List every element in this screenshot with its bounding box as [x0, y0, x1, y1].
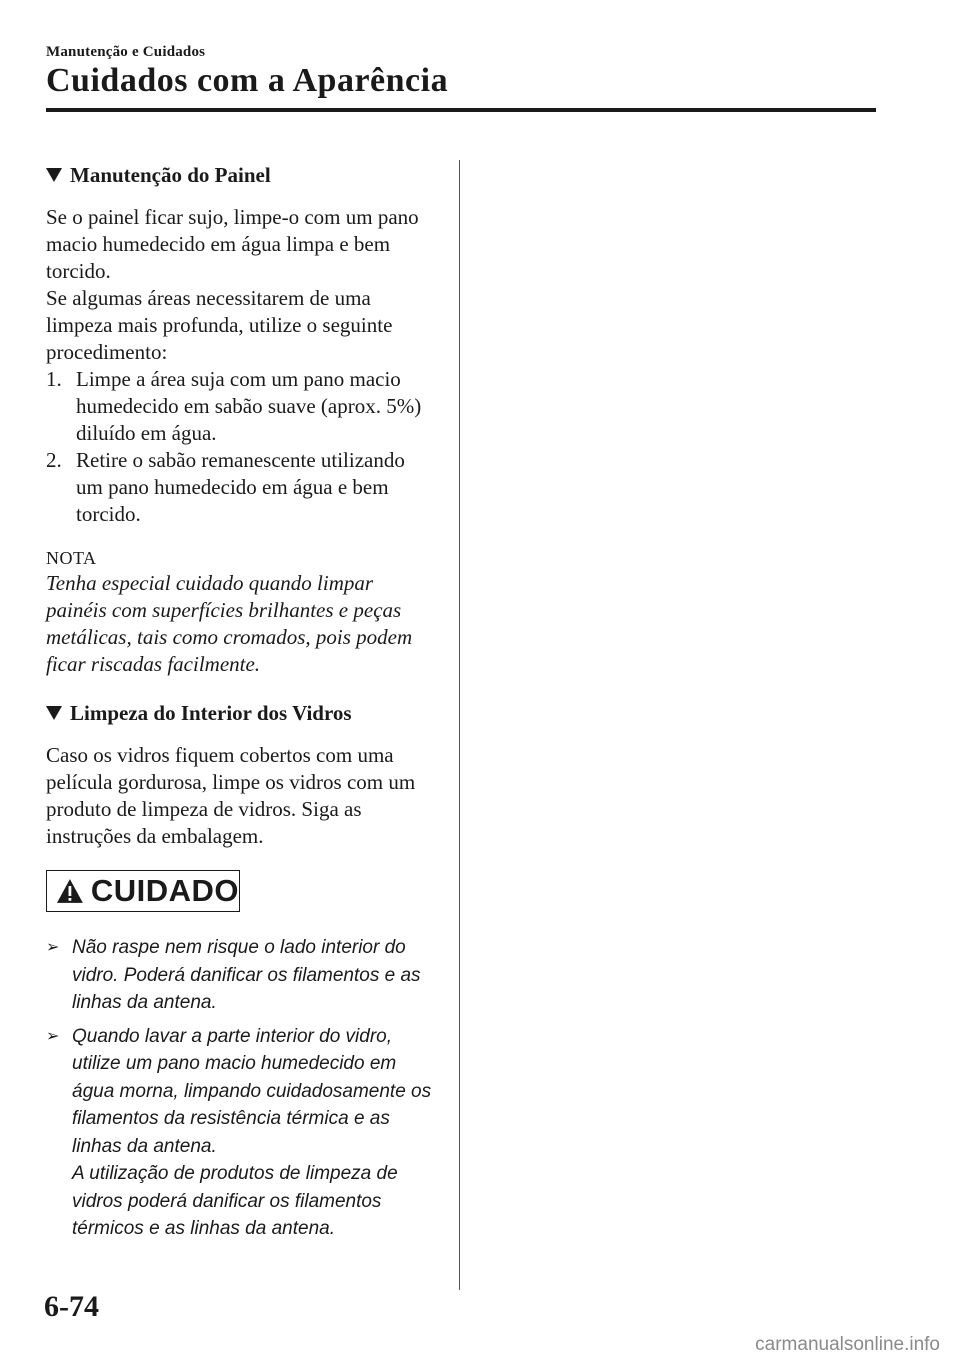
section-heading-text: Limpeza do Interior dos Vidros	[70, 701, 352, 725]
list-item	[46, 366, 436, 447]
caution-label: CUIDADO	[90, 873, 239, 908]
note-text: Tenha especial cuidado quando limpar painéis com superfícies brilhantes e peças metálicas, tais como cromados, pois podem ficar riscadas facilmente.	[46, 571, 413, 676]
section-heading-dashboard	[46, 160, 436, 190]
step-number: 2.	[46, 448, 62, 472]
left-column	[46, 160, 436, 1243]
page-title: Cuidados com a Aparência	[46, 62, 449, 99]
list-item	[46, 1023, 436, 1243]
bullet-text: Não raspe nem risque o lado interior do vidro. Poderá danificar os filamentos e as linhas da antena.	[72, 937, 421, 1013]
note-label: NOTA	[46, 548, 97, 568]
column-divider	[459, 160, 460, 1290]
caution-list	[46, 934, 436, 1243]
bullet-text: A utilização de produtos de limpeza de vidros poderá danificar os filamentos térmicos e as linhas da antena.	[72, 1163, 398, 1239]
title-rule	[46, 108, 876, 112]
caution-box	[46, 870, 240, 912]
paragraph: Se algumas áreas necessitarem de uma limpeza mais profunda, utilize o seguinte procedimento:	[46, 286, 393, 364]
triangle-down-icon	[46, 706, 62, 720]
step-number: 1.	[46, 367, 62, 391]
paragraph: Caso os vidros fiquem cobertos com uma película gordurosa, limpe os vidros com um produto de limpeza de vidros. Siga as instruções da embalagem.	[46, 743, 416, 848]
page-number: 6-74	[44, 1290, 99, 1323]
paragraph: Se o painel ficar sujo, limpe-o com um pano macio humedecido em água limpa e bem torcido.	[46, 205, 419, 283]
chapter-label: Manutenção e Cuidados	[46, 44, 206, 60]
list-item	[46, 447, 436, 528]
bullet-text: Quando lavar a parte interior do vidro, utilize um pano macio humedecido em água morna, limpando cuidadosamente os filamentos da resistência térmica e as linhas da antena.	[72, 1025, 432, 1157]
section-heading-text: Manutenção do Painel	[70, 163, 271, 187]
arrow-bullet-icon: ➢	[46, 1027, 60, 1045]
steps-list	[46, 366, 436, 528]
list-item	[46, 934, 436, 1017]
arrow-bullet-icon: ➢	[46, 939, 60, 956]
step-text: Limpe a área suja com um pano macio humedecido em sabão suave (aprox. 5%) diluído em água.	[76, 367, 422, 445]
step-text: Retire o sabão remanescente utilizando um pano humedecido em água e bem torcido.	[76, 448, 405, 526]
warning-icon	[55, 877, 85, 905]
triangle-down-icon	[46, 168, 62, 182]
watermark: carmanualsonline.info	[755, 1334, 940, 1355]
section-heading-windows	[46, 698, 436, 728]
